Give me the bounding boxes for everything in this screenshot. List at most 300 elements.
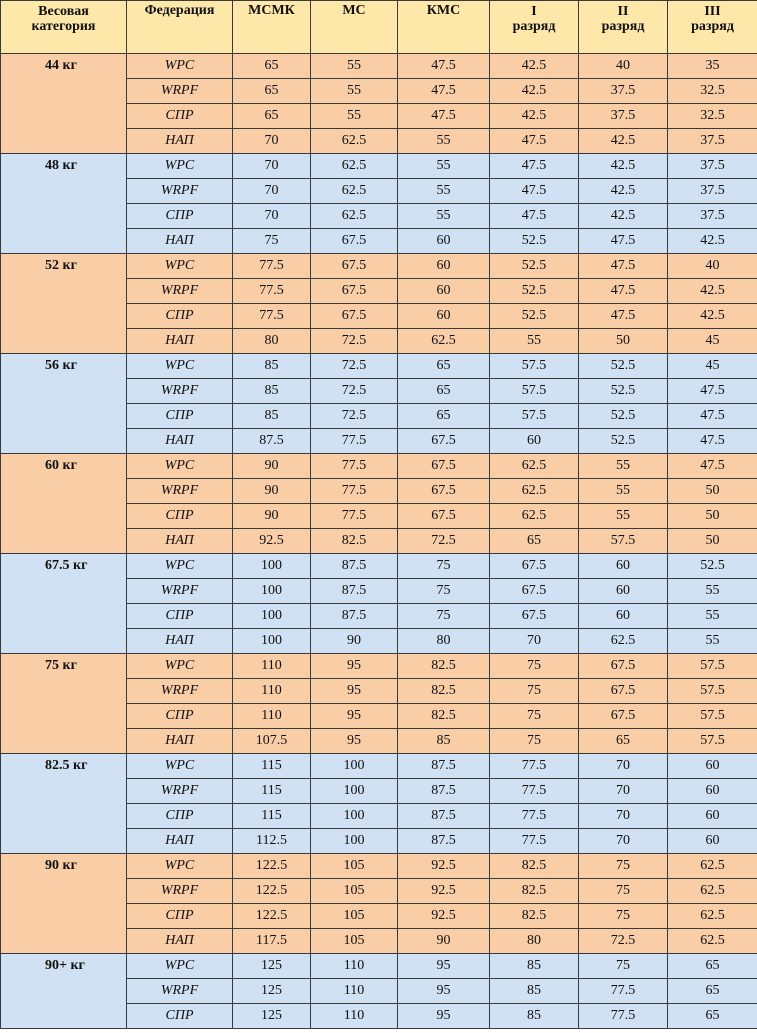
- weight-category-cell: 44 кг: [1, 54, 127, 154]
- rank-3-cell: 60: [668, 754, 757, 779]
- ms-cell: 77.5: [311, 454, 398, 479]
- ms-cell: 62.5: [311, 129, 398, 154]
- rank-1-cell: 85: [490, 1004, 579, 1029]
- rank-2-cell: 70: [579, 829, 668, 854]
- ms-cell: 100: [311, 754, 398, 779]
- header-msmk: [233, 1, 311, 54]
- kms-cell: 72.5: [398, 529, 490, 554]
- msmk-cell: 92.5: [233, 529, 311, 554]
- weight-category-cell: 75 кг: [1, 654, 127, 754]
- rank-2-cell: 50: [579, 329, 668, 354]
- table-row: [1, 454, 757, 479]
- ms-cell: 67.5: [311, 304, 398, 329]
- federation-cell: WPC: [127, 54, 233, 79]
- ms-cell: 110: [311, 1004, 398, 1029]
- rank-2-cell: 42.5: [579, 179, 668, 204]
- federation-cell: НАП: [127, 529, 233, 554]
- rank-1-cell: 75: [490, 729, 579, 754]
- rank-1-cell: 82.5: [490, 854, 579, 879]
- ms-cell: 110: [311, 979, 398, 1004]
- kms-cell: 82.5: [398, 679, 490, 704]
- ms-cell: 87.5: [311, 579, 398, 604]
- rank-3-cell: 42.5: [668, 279, 757, 304]
- rank-1-cell: 62.5: [490, 479, 579, 504]
- ms-cell: 100: [311, 779, 398, 804]
- ms-cell: 72.5: [311, 354, 398, 379]
- rank-1-cell: 82.5: [490, 879, 579, 904]
- kms-cell: 55: [398, 204, 490, 229]
- rank-1-cell: 57.5: [490, 354, 579, 379]
- rank-2-cell: 47.5: [579, 254, 668, 279]
- rank-1-cell: 42.5: [490, 79, 579, 104]
- header-line: МСМК: [248, 3, 295, 18]
- rank-3-cell: 57.5: [668, 679, 757, 704]
- kms-cell: 87.5: [398, 754, 490, 779]
- federation-cell: WRPF: [127, 579, 233, 604]
- ms-cell: 105: [311, 904, 398, 929]
- rank-2-cell: 70: [579, 804, 668, 829]
- msmk-cell: 107.5: [233, 729, 311, 754]
- msmk-cell: 100: [233, 579, 311, 604]
- ms-cell: 62.5: [311, 154, 398, 179]
- rank-2-cell: 60: [579, 579, 668, 604]
- rank-3-cell: 57.5: [668, 704, 757, 729]
- ms-cell: 77.5: [311, 504, 398, 529]
- rank-1-cell: 47.5: [490, 204, 579, 229]
- rank-1-cell: 47.5: [490, 179, 579, 204]
- rank-3-cell: 60: [668, 829, 757, 854]
- rank-1-cell: 67.5: [490, 554, 579, 579]
- ms-cell: 87.5: [311, 604, 398, 629]
- msmk-cell: 85: [233, 354, 311, 379]
- kms-cell: 67.5: [398, 479, 490, 504]
- kms-cell: 47.5: [398, 79, 490, 104]
- federation-cell: WPC: [127, 154, 233, 179]
- rank-2-cell: 67.5: [579, 704, 668, 729]
- rank-1-cell: 77.5: [490, 779, 579, 804]
- msmk-cell: 117.5: [233, 929, 311, 954]
- kms-cell: 60: [398, 279, 490, 304]
- rank-3-cell: 62.5: [668, 904, 757, 929]
- table-row: [1, 354, 757, 379]
- federation-cell: СПР: [127, 104, 233, 129]
- header-line: категория: [31, 19, 96, 34]
- federation-cell: СПР: [127, 704, 233, 729]
- msmk-cell: 80: [233, 329, 311, 354]
- federation-cell: WRPF: [127, 879, 233, 904]
- rank-3-cell: 32.5: [668, 104, 757, 129]
- header-ms: [311, 1, 398, 54]
- rank-3-cell: 45: [668, 329, 757, 354]
- rank-1-cell: 65: [490, 529, 579, 554]
- rank-1-cell: 75: [490, 654, 579, 679]
- federation-cell: WRPF: [127, 79, 233, 104]
- rank-3-cell: 47.5: [668, 404, 757, 429]
- rank-1-cell: 80: [490, 929, 579, 954]
- rank-1-cell: 52.5: [490, 254, 579, 279]
- msmk-cell: 65: [233, 54, 311, 79]
- rank-3-cell: 50: [668, 529, 757, 554]
- kms-cell: 67.5: [398, 504, 490, 529]
- header-rank-1: [490, 1, 579, 54]
- msmk-cell: 100: [233, 604, 311, 629]
- header-rank-2: [579, 1, 668, 54]
- federation-cell: СПР: [127, 404, 233, 429]
- rank-2-cell: 47.5: [579, 304, 668, 329]
- rank-2-cell: 65: [579, 729, 668, 754]
- federation-cell: СПР: [127, 504, 233, 529]
- rank-1-cell: 77.5: [490, 804, 579, 829]
- rank-2-cell: 67.5: [579, 679, 668, 704]
- msmk-cell: 87.5: [233, 429, 311, 454]
- federation-cell: WRPF: [127, 979, 233, 1004]
- table-body: [1, 54, 757, 1029]
- federation-cell: НАП: [127, 329, 233, 354]
- msmk-cell: 65: [233, 79, 311, 104]
- rank-2-cell: 37.5: [579, 79, 668, 104]
- rank-2-cell: 75: [579, 854, 668, 879]
- msmk-cell: 75: [233, 229, 311, 254]
- rank-3-cell: 60: [668, 804, 757, 829]
- federation-cell: НАП: [127, 829, 233, 854]
- rank-3-cell: 57.5: [668, 654, 757, 679]
- kms-cell: 95: [398, 979, 490, 1004]
- rank-1-cell: 55: [490, 329, 579, 354]
- rank-2-cell: 52.5: [579, 429, 668, 454]
- msmk-cell: 125: [233, 954, 311, 979]
- msmk-cell: 125: [233, 979, 311, 1004]
- kms-cell: 92.5: [398, 879, 490, 904]
- rank-3-cell: 47.5: [668, 379, 757, 404]
- msmk-cell: 70: [233, 204, 311, 229]
- rank-3-cell: 37.5: [668, 179, 757, 204]
- rank-2-cell: 52.5: [579, 404, 668, 429]
- rank-2-cell: 52.5: [579, 379, 668, 404]
- rank-1-cell: 57.5: [490, 404, 579, 429]
- ms-cell: 55: [311, 54, 398, 79]
- table-header: [1, 1, 757, 54]
- weight-category-cell: 60 кг: [1, 454, 127, 554]
- rank-3-cell: 42.5: [668, 304, 757, 329]
- weight-category-cell: 48 кг: [1, 154, 127, 254]
- header-line: разряд: [691, 19, 734, 34]
- msmk-cell: 122.5: [233, 904, 311, 929]
- msmk-cell: 115: [233, 779, 311, 804]
- kms-cell: 82.5: [398, 704, 490, 729]
- rank-2-cell: 70: [579, 754, 668, 779]
- table-row: [1, 54, 757, 79]
- federation-cell: WRPF: [127, 379, 233, 404]
- weight-category-cell: 82.5 кг: [1, 754, 127, 854]
- ms-cell: 90: [311, 629, 398, 654]
- msmk-cell: 112.5: [233, 829, 311, 854]
- rank-1-cell: 77.5: [490, 754, 579, 779]
- ms-cell: 110: [311, 954, 398, 979]
- kms-cell: 95: [398, 954, 490, 979]
- rank-2-cell: 75: [579, 954, 668, 979]
- table-row: [1, 154, 757, 179]
- federation-cell: СПР: [127, 804, 233, 829]
- kms-cell: 87.5: [398, 829, 490, 854]
- rank-3-cell: 47.5: [668, 454, 757, 479]
- msmk-cell: 90: [233, 479, 311, 504]
- kms-cell: 95: [398, 1004, 490, 1029]
- rank-2-cell: 67.5: [579, 654, 668, 679]
- ms-cell: 95: [311, 679, 398, 704]
- msmk-cell: 110: [233, 679, 311, 704]
- rank-3-cell: 37.5: [668, 154, 757, 179]
- rank-2-cell: 42.5: [579, 129, 668, 154]
- rank-1-cell: 42.5: [490, 104, 579, 129]
- federation-cell: WRPF: [127, 479, 233, 504]
- header-line: разряд: [601, 19, 645, 34]
- rank-1-cell: 77.5: [490, 829, 579, 854]
- msmk-cell: 65: [233, 104, 311, 129]
- msmk-cell: 85: [233, 379, 311, 404]
- weight-category-cell: 52 кг: [1, 254, 127, 354]
- rank-3-cell: 37.5: [668, 204, 757, 229]
- ms-cell: 105: [311, 879, 398, 904]
- kms-cell: 82.5: [398, 654, 490, 679]
- rank-2-cell: 77.5: [579, 1004, 668, 1029]
- rank-2-cell: 42.5: [579, 154, 668, 179]
- kms-cell: 55: [398, 179, 490, 204]
- federation-cell: НАП: [127, 729, 233, 754]
- ms-cell: 77.5: [311, 479, 398, 504]
- federation-cell: WRPF: [127, 779, 233, 804]
- kms-cell: 47.5: [398, 104, 490, 129]
- table-row: [1, 854, 757, 879]
- rank-1-cell: 70: [490, 629, 579, 654]
- msmk-cell: 100: [233, 629, 311, 654]
- rank-1-cell: 60: [490, 429, 579, 454]
- rank-1-cell: 62.5: [490, 504, 579, 529]
- msmk-cell: 90: [233, 454, 311, 479]
- rank-3-cell: 65: [668, 1004, 757, 1029]
- msmk-cell: 122.5: [233, 879, 311, 904]
- federation-cell: СПР: [127, 204, 233, 229]
- ms-cell: 67.5: [311, 229, 398, 254]
- msmk-cell: 90: [233, 504, 311, 529]
- kms-cell: 65: [398, 404, 490, 429]
- msmk-cell: 77.5: [233, 279, 311, 304]
- rank-3-cell: 50: [668, 504, 757, 529]
- rank-2-cell: 47.5: [579, 229, 668, 254]
- rank-2-cell: 70: [579, 779, 668, 804]
- kms-cell: 67.5: [398, 429, 490, 454]
- header-line: КМС: [426, 3, 461, 18]
- kms-cell: 90: [398, 929, 490, 954]
- header-line: I: [531, 4, 537, 19]
- ms-cell: 100: [311, 804, 398, 829]
- rank-1-cell: 82.5: [490, 904, 579, 929]
- kms-cell: 60: [398, 229, 490, 254]
- weight-category-cell: 67.5 кг: [1, 554, 127, 654]
- ms-cell: 55: [311, 79, 398, 104]
- federation-cell: НАП: [127, 229, 233, 254]
- rank-1-cell: 47.5: [490, 129, 579, 154]
- federation-cell: WPC: [127, 654, 233, 679]
- table-row: [1, 754, 757, 779]
- kms-cell: 87.5: [398, 779, 490, 804]
- rank-1-cell: 57.5: [490, 379, 579, 404]
- rank-3-cell: 52.5: [668, 554, 757, 579]
- rank-3-cell: 55: [668, 629, 757, 654]
- kms-cell: 65: [398, 379, 490, 404]
- kms-cell: 55: [398, 154, 490, 179]
- ms-cell: 77.5: [311, 429, 398, 454]
- ms-cell: 67.5: [311, 279, 398, 304]
- ms-cell: 95: [311, 704, 398, 729]
- rank-2-cell: 55: [579, 454, 668, 479]
- msmk-cell: 70: [233, 129, 311, 154]
- rank-1-cell: 42.5: [490, 54, 579, 79]
- rank-2-cell: 52.5: [579, 354, 668, 379]
- msmk-cell: 70: [233, 154, 311, 179]
- rank-3-cell: 65: [668, 979, 757, 1004]
- header-rank-3: [668, 1, 757, 54]
- rank-3-cell: 55: [668, 604, 757, 629]
- kms-cell: 55: [398, 129, 490, 154]
- rank-1-cell: 52.5: [490, 279, 579, 304]
- federation-cell: СПР: [127, 1004, 233, 1029]
- kms-cell: 62.5: [398, 329, 490, 354]
- kms-cell: 92.5: [398, 854, 490, 879]
- federation-cell: WPC: [127, 754, 233, 779]
- header-kms: [398, 1, 490, 54]
- rank-3-cell: 40: [668, 254, 757, 279]
- kms-cell: 80: [398, 629, 490, 654]
- msmk-cell: 110: [233, 654, 311, 679]
- rank-3-cell: 62.5: [668, 854, 757, 879]
- federation-cell: WPC: [127, 554, 233, 579]
- ms-cell: 62.5: [311, 204, 398, 229]
- federation-cell: WRPF: [127, 179, 233, 204]
- ms-cell: 105: [311, 929, 398, 954]
- weight-category-cell: 56 кг: [1, 354, 127, 454]
- federation-cell: WRPF: [127, 679, 233, 704]
- header-line: III: [704, 4, 721, 19]
- msmk-cell: 110: [233, 704, 311, 729]
- ms-cell: 72.5: [311, 379, 398, 404]
- rank-1-cell: 52.5: [490, 229, 579, 254]
- federation-cell: WRPF: [127, 279, 233, 304]
- rank-3-cell: 65: [668, 954, 757, 979]
- header-row: [1, 1, 757, 54]
- rank-3-cell: 35: [668, 54, 757, 79]
- rank-1-cell: 52.5: [490, 304, 579, 329]
- msmk-cell: 125: [233, 1004, 311, 1029]
- rank-1-cell: 75: [490, 704, 579, 729]
- header-line: разряд: [512, 19, 556, 34]
- rank-2-cell: 60: [579, 604, 668, 629]
- msmk-cell: 115: [233, 754, 311, 779]
- rank-1-cell: 62.5: [490, 454, 579, 479]
- rank-2-cell: 62.5: [579, 629, 668, 654]
- kms-cell: 75: [398, 579, 490, 604]
- ms-cell: 105: [311, 854, 398, 879]
- federation-cell: WPC: [127, 454, 233, 479]
- kms-cell: 67.5: [398, 454, 490, 479]
- ms-cell: 82.5: [311, 529, 398, 554]
- rank-2-cell: 42.5: [579, 204, 668, 229]
- rank-2-cell: 47.5: [579, 279, 668, 304]
- kms-cell: 92.5: [398, 904, 490, 929]
- msmk-cell: 115: [233, 804, 311, 829]
- header-line: Федерация: [144, 3, 215, 18]
- ms-cell: 67.5: [311, 254, 398, 279]
- table-row: [1, 554, 757, 579]
- rank-3-cell: 62.5: [668, 879, 757, 904]
- msmk-cell: 85: [233, 404, 311, 429]
- rank-2-cell: 55: [579, 479, 668, 504]
- msmk-cell: 70: [233, 179, 311, 204]
- kms-cell: 75: [398, 604, 490, 629]
- rank-3-cell: 55: [668, 579, 757, 604]
- rank-2-cell: 75: [579, 879, 668, 904]
- rank-1-cell: 75: [490, 679, 579, 704]
- msmk-cell: 122.5: [233, 854, 311, 879]
- weight-category-cell: 90+ кг: [1, 954, 127, 1029]
- rank-2-cell: 75: [579, 904, 668, 929]
- table-row: [1, 654, 757, 679]
- rank-3-cell: 37.5: [668, 129, 757, 154]
- kms-cell: 87.5: [398, 804, 490, 829]
- rank-3-cell: 60: [668, 779, 757, 804]
- federation-cell: НАП: [127, 429, 233, 454]
- rank-1-cell: 67.5: [490, 604, 579, 629]
- kms-cell: 65: [398, 354, 490, 379]
- header-line: Весовая: [38, 4, 89, 19]
- msmk-cell: 77.5: [233, 304, 311, 329]
- rank-3-cell: 62.5: [668, 929, 757, 954]
- federation-cell: WPC: [127, 254, 233, 279]
- federation-cell: НАП: [127, 629, 233, 654]
- federation-cell: WPC: [127, 954, 233, 979]
- rank-2-cell: 37.5: [579, 104, 668, 129]
- msmk-cell: 100: [233, 554, 311, 579]
- rank-3-cell: 42.5: [668, 229, 757, 254]
- ms-cell: 55: [311, 104, 398, 129]
- rank-3-cell: 47.5: [668, 429, 757, 454]
- federation-cell: НАП: [127, 929, 233, 954]
- rank-2-cell: 55: [579, 504, 668, 529]
- kms-cell: 75: [398, 554, 490, 579]
- ms-cell: 100: [311, 829, 398, 854]
- rank-3-cell: 45: [668, 354, 757, 379]
- federation-cell: WPC: [127, 854, 233, 879]
- federation-cell: СПР: [127, 904, 233, 929]
- kms-cell: 47.5: [398, 54, 490, 79]
- ms-cell: 72.5: [311, 329, 398, 354]
- rank-1-cell: 85: [490, 954, 579, 979]
- msmk-cell: 77.5: [233, 254, 311, 279]
- rank-2-cell: 40: [579, 54, 668, 79]
- rank-1-cell: 67.5: [490, 579, 579, 604]
- header-line: II: [617, 4, 629, 19]
- ms-cell: 62.5: [311, 179, 398, 204]
- rank-2-cell: 60: [579, 554, 668, 579]
- federation-cell: НАП: [127, 129, 233, 154]
- rank-3-cell: 50: [668, 479, 757, 504]
- table-row: [1, 254, 757, 279]
- ms-cell: 95: [311, 654, 398, 679]
- rank-2-cell: 72.5: [579, 929, 668, 954]
- federation-cell: СПР: [127, 304, 233, 329]
- header-line: МС: [342, 3, 366, 18]
- header-federation: [127, 1, 233, 54]
- ms-cell: 72.5: [311, 404, 398, 429]
